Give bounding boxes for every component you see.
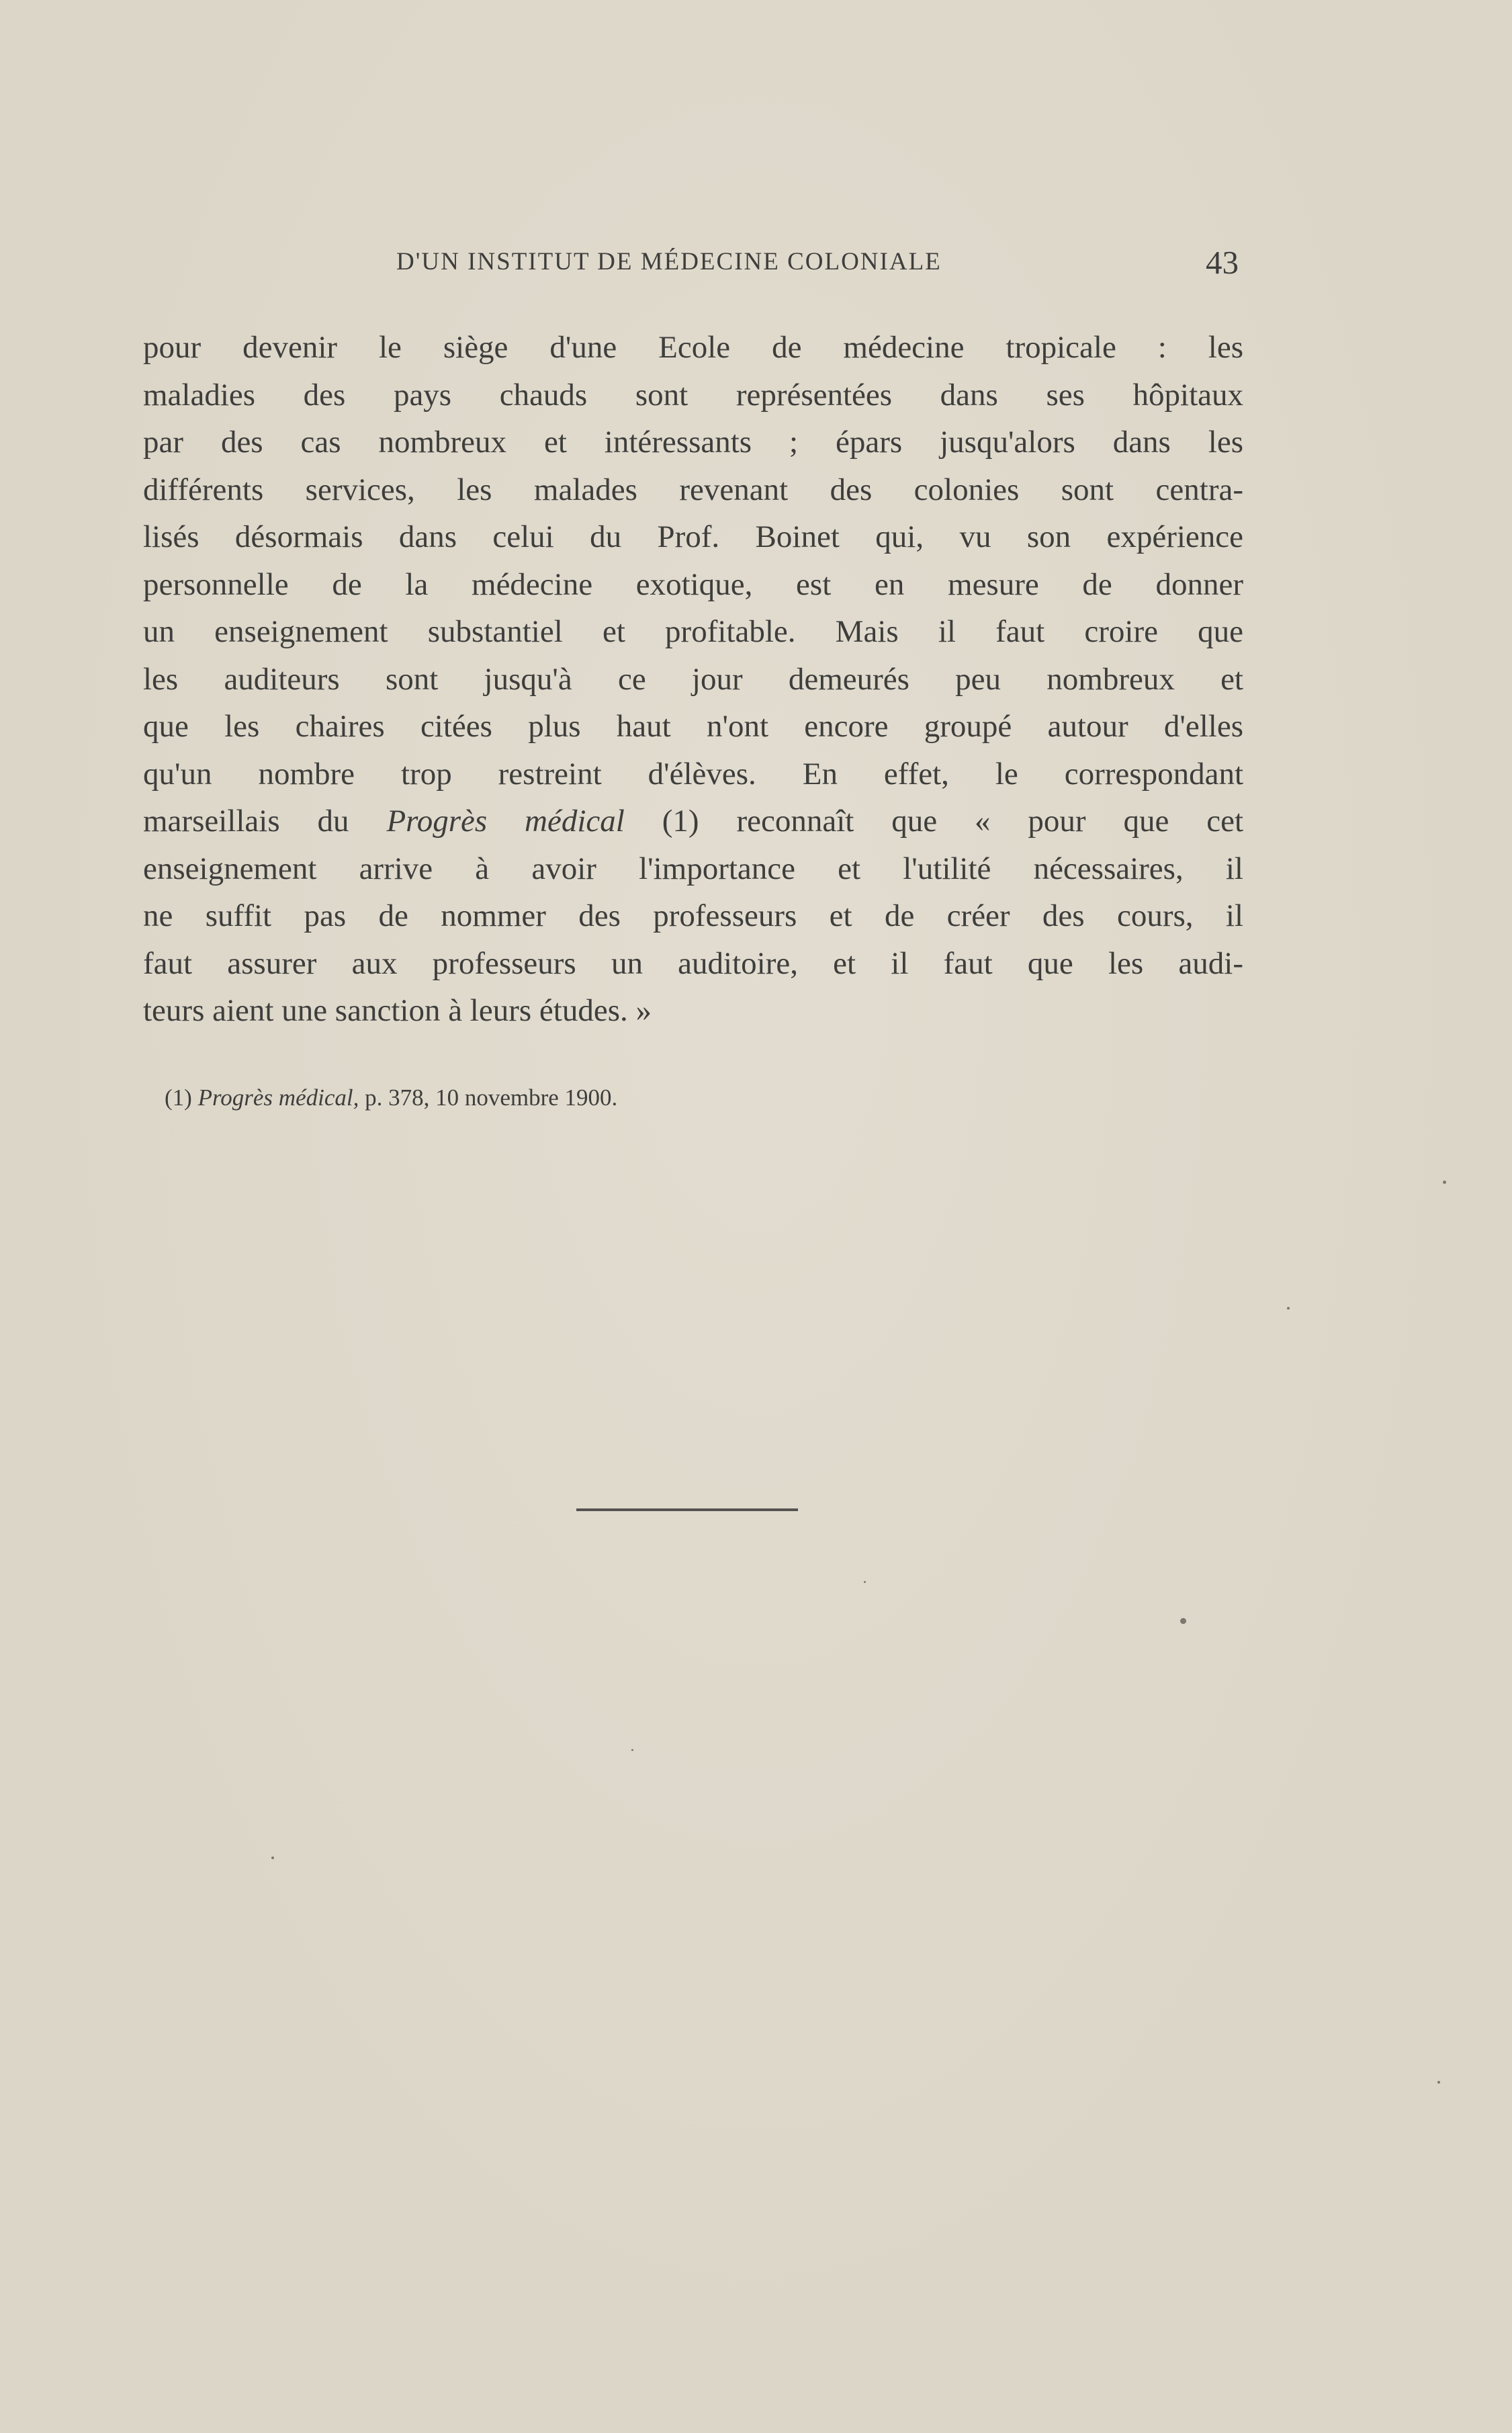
paper-speck: [864, 1581, 866, 1583]
text-line: personnelle de la médecine exotique, est en mesure de donner: [143, 566, 1243, 602]
text-line: pour devenir le siège d'une Ecole de médecine tropicale : les: [143, 330, 1243, 365]
running-title: D'UN INSTITUT DE MÉDECINE COLONIALE: [396, 248, 942, 275]
text-segment: (1) reconnaît que « pour que cet: [662, 804, 1244, 839]
journal-title: Progrès médical: [386, 804, 625, 839]
text-line: par des cas nombreux et intéressants ; épars jusqu'alors dans les: [143, 425, 1243, 460]
text-line: les auditeurs sont jusqu'à ce jour demeurés peu nombreux et: [143, 661, 1243, 697]
text-segment: marseillais du: [143, 804, 349, 839]
paper-speck: [1180, 1618, 1186, 1624]
footnote: [165, 1084, 617, 1111]
footnote-title: Progrès médical,: [197, 1084, 359, 1111]
footnote-marker: (1): [165, 1084, 192, 1111]
text-line: teurs aient une sanction à leurs études. »: [143, 993, 652, 1028]
section-end-rule: [576, 1508, 798, 1511]
paper-speck: [631, 1749, 633, 1751]
text-line: un enseignement substantiel et profitable. Mais il faut croire que: [143, 614, 1243, 649]
text-line-with-citation: [143, 798, 1243, 845]
text-line: lisés désormais dans celui du Prof. Boinet qui, vu son expérience: [143, 519, 1243, 554]
text-line: différents services, les malades revenant des colonies sont centra-: [143, 472, 1243, 507]
text-line: faut assurer aux professeurs un auditoire, et il faut que les audi-: [143, 945, 1243, 981]
body-paragraph: [143, 324, 1243, 1035]
paper-speck: [1287, 1307, 1290, 1310]
text-line: maladies des pays chauds sont représentées dans ses hôpitaux: [143, 377, 1243, 413]
paper-speck: [1437, 2081, 1440, 2084]
paper-speck: [271, 1856, 274, 1859]
paper-speck: [1443, 1181, 1446, 1184]
text-line: que les chaires citées plus haut n'ont encore groupé autour d'elles: [143, 709, 1243, 744]
page-number: 43: [1206, 244, 1239, 281]
text-line: ne suffit pas de nommer des professeurs et de créer des cours, il: [143, 898, 1243, 933]
text-line: enseignement arrive à avoir l'importance et l'utilité nécessaires, il: [143, 851, 1243, 886]
text-line: qu'un nombre trop restreint d'élèves. En effet, le correspondant: [143, 756, 1243, 792]
footnote-text: p. 378, 10 novembre 1900.: [365, 1084, 618, 1111]
